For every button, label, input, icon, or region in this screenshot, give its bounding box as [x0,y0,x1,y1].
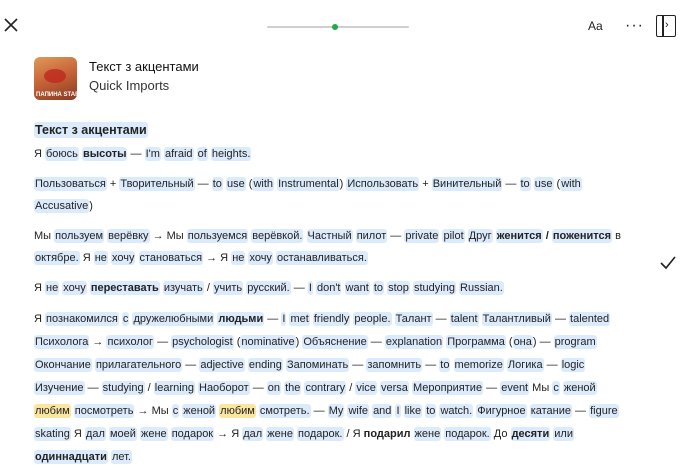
word-token[interactable]: Друг [468,230,492,242]
text-line [34,311,610,327]
word-token[interactable]: Психолога [35,336,89,348]
text-line [34,403,619,419]
word-token[interactable]: верёвкой. [252,230,303,242]
word-token[interactable]: stop [388,282,409,294]
word-token[interactable]: like [404,405,422,417]
word-token[interactable]: to [426,405,436,417]
text-span: — [264,313,282,325]
word-token[interactable]: afraid [165,148,193,160]
text-span: / [203,282,213,294]
word-token[interactable]: или [554,428,573,440]
word-token[interactable]: Instrumental [278,178,339,190]
text-span: — [182,359,200,371]
word-token[interactable]: Текст з акцентами [35,123,147,137]
word-token[interactable]: женится [496,230,542,242]
word-token[interactable]: с [122,313,129,325]
word-token[interactable]: жене [267,428,293,440]
word-token[interactable]: людьми [218,313,264,325]
word-token[interactable]: переставать [90,282,159,294]
word-token[interactable]: останавливаться. [277,252,367,264]
word-token[interactable]: не [94,252,107,264]
text-span: + [419,178,432,190]
word-token[interactable]: Russian. [460,282,503,294]
word-token[interactable]: катание [530,405,571,417]
word-token[interactable]: heights. [211,148,251,160]
text-span: Мы [34,230,55,242]
font-settings-button[interactable]: Aa [588,19,603,33]
text-span: → Я [203,252,232,264]
text-span: — [367,336,385,348]
word-token[interactable]: Фигурное [477,405,526,417]
word-token[interactable]: пользуемся [187,230,248,242]
word-token[interactable]: познакомился [46,313,118,325]
word-token[interactable]: женой [183,405,216,417]
text-span: ) [339,178,347,190]
text-span: + [106,178,120,190]
word-token[interactable]: лет. [111,451,131,463]
text-span: / [545,230,549,242]
text-span: ( [505,336,513,348]
text-span: в [612,230,621,242]
word-token[interactable]: Творительный [120,178,194,190]
text-span: — [349,359,367,371]
text-line [34,176,582,192]
word-token[interactable]: adjective [200,359,244,371]
text-span: → Мы [134,405,172,417]
word-token[interactable]: logic [561,359,585,371]
word-token[interactable]: I [282,313,286,325]
text-span: / [346,382,356,394]
word-token[interactable]: vice [356,382,376,394]
word-token[interactable]: дружелюбными [133,313,214,325]
word-token[interactable]: people. [354,313,391,325]
word-token[interactable]: don't [316,282,341,294]
word-token[interactable]: смотреть. [259,405,310,417]
word-token[interactable]: женой [563,382,596,394]
word-token[interactable]: talented [570,313,610,325]
word-token[interactable]: watch. [440,405,473,417]
word-token[interactable]: want [345,282,369,294]
word-token[interactable]: жене [140,428,167,440]
word-token[interactable]: с [172,405,179,417]
word-token[interactable]: хочу [111,252,135,264]
word-token[interactable]: Наоборот [199,382,249,394]
word-token-highlighted[interactable]: любим [35,405,70,417]
word-token[interactable]: use [227,178,245,190]
text-span: До [490,428,511,440]
word-token[interactable]: психолог [107,336,154,348]
word-token[interactable]: psychologist [172,336,233,348]
word-token[interactable]: I'm [145,148,160,160]
text-span: Мы [529,382,553,394]
word-token[interactable]: Талант [395,313,432,325]
word-token[interactable]: Использовать [347,178,419,190]
word-token[interactable]: Пользоваться [35,178,106,190]
word-token[interactable]: to [520,178,530,190]
word-token[interactable]: дал [85,428,105,440]
text-span: — [387,230,405,242]
word-token[interactable]: учить [213,282,243,294]
more-options-button[interactable]: ··· [625,17,644,34]
text-line [34,426,574,442]
word-token[interactable]: моей [109,428,136,440]
text-line [34,449,132,465]
word-token[interactable]: use [534,178,553,190]
word-token[interactable]: Винительный [432,178,502,190]
word-token[interactable]: skating [35,428,70,440]
word-token[interactable]: Мероприятие [412,382,483,394]
text-span: — [127,148,145,160]
text-span: — [194,178,212,190]
word-token[interactable]: Талантливый [482,313,551,325]
word-token[interactable]: прилагательного [95,359,182,371]
word-token[interactable]: высоты [82,148,127,160]
text-span: Я [79,252,94,264]
word-token[interactable]: with [561,178,581,190]
text-span: → Я [214,428,243,440]
word-token[interactable]: Accusative [35,200,89,212]
document-title: Текст з акцентами [89,59,199,74]
word-token[interactable]: поженится [552,230,612,242]
word-token[interactable]: подарок [171,428,214,440]
word-token[interactable]: посмотреть [74,405,134,417]
word-token[interactable]: studying [102,382,144,394]
word-token[interactable]: Окончание [35,359,91,371]
text-span: — [154,336,172,348]
word-token[interactable]: одиннадцати [35,451,107,463]
reading-progress-bar[interactable] [267,26,409,28]
word-token[interactable]: nominative [241,336,295,348]
word-token[interactable]: с [553,382,559,394]
word-token[interactable]: talent [450,313,478,325]
text-span: — [502,178,520,190]
word-token[interactable]: подарок. [445,428,490,440]
word-token[interactable]: of [197,148,207,160]
word-token[interactable]: Программа [447,336,505,348]
text-line [34,198,93,214]
text-span: — [290,282,308,294]
text-span: ( [245,178,253,190]
word-token[interactable]: contrary [305,382,346,394]
word-token[interactable]: private [405,230,439,242]
word-token[interactable]: запомнить [367,359,422,371]
word-token[interactable]: on [267,382,281,394]
word-token[interactable]: становаться [139,252,203,264]
word-token[interactable]: studying [413,282,455,294]
word-token[interactable]: жене [414,428,441,440]
word-token[interactable]: wife [348,405,368,417]
word-token[interactable]: изучать [163,282,203,294]
word-token[interactable]: pilot [443,230,464,242]
text-span: → Мы [149,230,187,242]
text-line [34,228,621,244]
document-cover-thumbnail [34,57,84,100]
word-token[interactable]: Изучение [35,382,84,394]
word-token[interactable]: figure [590,405,618,417]
text-line [34,280,504,296]
word-token[interactable]: to [373,282,384,294]
word-token[interactable]: explanation [385,336,443,348]
text-line [34,250,368,266]
progress-indicator[interactable] [332,24,338,30]
sidebar-toggle-icon[interactable]: › [656,15,676,37]
word-token[interactable]: подарок. [298,428,343,440]
word-token[interactable]: Частный [307,230,352,242]
text-span: Я [70,428,85,440]
word-token[interactable]: боюсь [46,148,78,160]
text-span: ) [89,200,93,212]
text-span: Я [34,148,45,160]
text-line [34,334,597,350]
word-token[interactable]: десяти [511,428,550,440]
close-icon[interactable] [2,16,20,34]
text-span: ( [553,178,561,190]
word-token[interactable]: My [328,405,344,417]
word-token-highlighted[interactable]: любим [220,405,255,417]
word-token[interactable]: to [212,178,222,190]
text-span: ) [295,336,303,348]
text-span: — [432,313,450,325]
word-token[interactable]: дал [243,428,263,440]
text-span: подарил [363,428,411,440]
text-span: — [422,359,440,371]
text-line [34,357,585,373]
text-span: — [551,313,570,325]
cover-label: ПАПИНА STARS [36,92,84,98]
word-token[interactable]: русский. [247,282,290,294]
word-token[interactable]: ending [248,359,282,371]
word-token[interactable]: met [290,313,309,325]
document-source: Quick Imports [89,78,170,93]
word-token[interactable]: learning [154,382,194,394]
text-span: / Я [343,428,364,440]
text-span: — [249,382,267,394]
word-token[interactable]: октябре. [35,252,79,264]
word-token[interactable]: memorize [454,359,503,371]
word-token[interactable]: не [46,282,59,294]
word-token[interactable]: and [373,405,392,417]
top-bar [0,0,690,52]
text-span: / [144,382,154,394]
text-span: Я [34,313,45,325]
word-token[interactable]: versa [380,382,408,394]
text-span: — [84,382,102,394]
word-token[interactable]: она [513,336,532,348]
word-token[interactable]: with [253,178,274,190]
text-span: — [543,359,561,371]
word-token[interactable]: the [285,382,301,394]
text-line [34,380,597,396]
text-span: — [310,405,328,417]
word-token[interactable]: хочу [249,252,272,264]
word-token[interactable]: Объяснение [303,336,367,348]
word-token[interactable]: to [440,359,450,371]
word-token[interactable]: Логика [507,359,543,371]
text-span: — [572,405,590,417]
checkmark-icon[interactable] [659,254,677,272]
word-token[interactable]: I [308,282,312,294]
word-token[interactable]: I [396,405,400,417]
text-span: ( [233,336,241,348]
word-token[interactable]: event [501,382,529,394]
text-span: ) — [532,336,554,348]
word-token[interactable]: верёвку [108,230,149,242]
word-token[interactable]: program [554,336,596,348]
word-token[interactable]: Запоминать [286,359,349,371]
word-token[interactable]: пользуем [55,230,104,242]
word-token[interactable]: friendly [313,313,350,325]
word-token[interactable]: не [232,252,245,264]
word-token[interactable]: хочу [63,282,86,294]
word-token[interactable]: пилот [356,230,387,242]
text-span: → [89,336,107,348]
text-span: Я [34,282,45,294]
text-span: — [483,382,501,394]
text-line [34,146,251,162]
text-line [34,122,148,139]
